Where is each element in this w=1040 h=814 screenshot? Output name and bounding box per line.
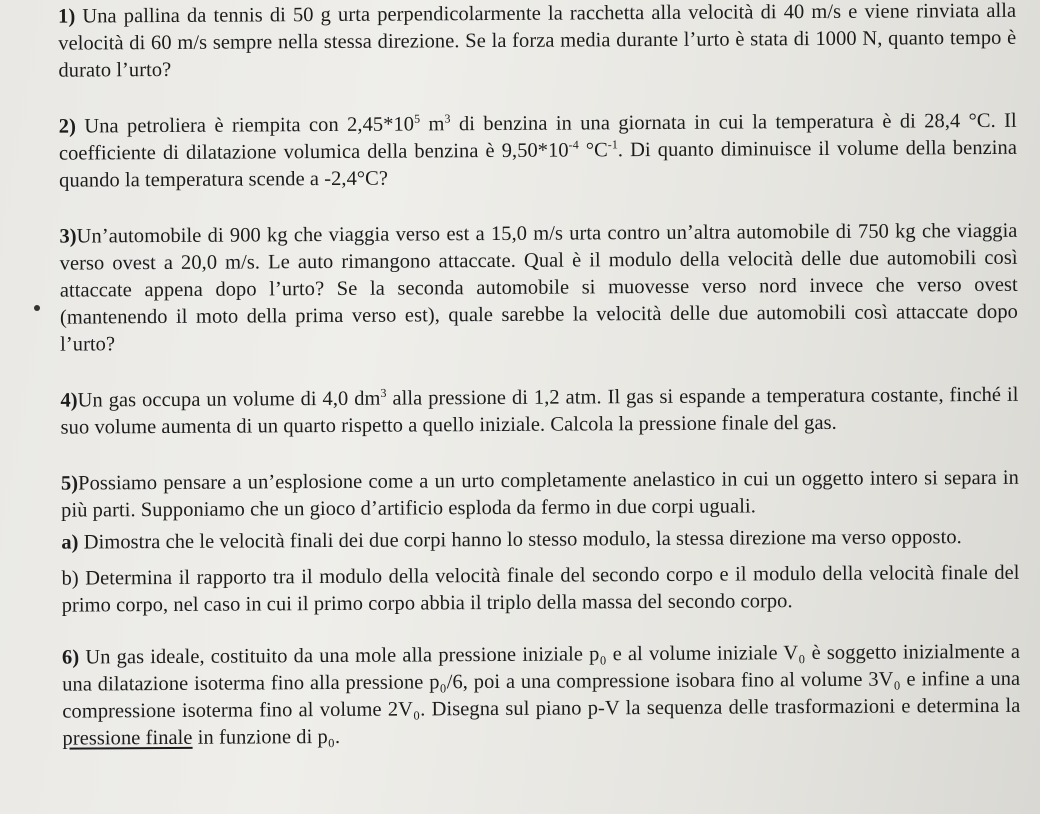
subquestion-text: Dimostra che le velocità finali dei due corpi hanno lo stesso modulo, la stessa direzione ma verso opposto. — [83, 526, 962, 554]
problem-number: 5) — [60, 472, 79, 495]
problem-text-part: m — [420, 113, 445, 136]
subquestion-text: Determina il rapporto tra il modulo della velocità finale del secondo corpo e il modulo della velocità finale del primo corpo, nel caso in cui il primo corpo abbia il triplo della massa del secondo corpo. — [61, 561, 1020, 617]
ink-mark — [34, 305, 40, 311]
problem-3 — [59, 218, 1018, 359]
problem-text-part: Una petroliera è riempita con 2,45*10 — [84, 113, 415, 138]
problem-number: 3) — [59, 225, 77, 248]
problem-number: 6) — [61, 646, 80, 669]
exponent: 3 — [444, 111, 451, 126]
exponent: 3 — [380, 385, 387, 400]
problem-number: 2) — [58, 115, 77, 138]
exponent: -1 — [607, 137, 618, 152]
problem-6 — [62, 639, 1021, 753]
subquestion-label: b) — [61, 567, 79, 590]
underlined-text: pressione finale — [62, 726, 193, 750]
problem-text-part: Un gas occupa un volume di 4,0 dm — [77, 387, 381, 412]
problem-text: Possiamo pensare a un’esplosione come a un urto completamente anelastico in cui un oggetto intero si separa in più parti. Supponiamo che un gioco d’artificio esploda da fermo in due corpi uguali. — [61, 466, 1020, 522]
problem-number: 1) — [58, 5, 76, 28]
problem-text-part: °C — [578, 139, 608, 162]
exponent: 5 — [414, 111, 421, 126]
problem-text-part: alla pressione di 1,2 atm. Il gas si espande a temperatura costante, finché il suo volume aumenta di un quarto rispetto a quello iniziale. Calcola la pressione finale del gas. — [60, 383, 1019, 439]
problem-5 — [61, 465, 1020, 620]
problem-number: 4) — [60, 389, 78, 412]
problem-text-part: . Di quanto diminuisce il volume della benzina quando la temperatura scende a -2,4°C? — [59, 136, 1018, 192]
problem-text: Un’automobile di 900 kg che viaggia verso est a 15,0 m/s urta contro un’altra automobile di 750 kg che viaggia verso ovest a 20,0 m/s. Le auto rimangono attaccate. Qual è il modulo della velocità delle due automobili così attaccate appena dopo l’urto? Se la seconda automobile si muovesse verso nord invece che verso ovest (mantenendo il moto della prima verso est), quale sarebbe la velocità delle due automobili così attaccate dopo l’urto? — [59, 219, 1018, 356]
problem-2 — [59, 108, 1017, 195]
problem-1 — [58, 0, 1016, 85]
problem-text-part: Un gas ideale, costituito da una mole alla pressione iniziale p₀ e al volume iniziale V₀ è soggetto inizialmente a una dilatazione isoterma fino alla pressione p₀/6, poi a una compressione isobara fino al volume 3V₀ e infine a una compressione isoterma fino al volume 2V₀. Disegna sul piano p-V la sequenza delle trasformazioni e determina la — [62, 640, 1021, 723]
problem-text-part: di benzina in una giornata in cui la temperatura è di 28,4 °C. Il coefficiente di dilatazione volumica della benzina è 9,50*10 — [58, 109, 1017, 165]
exponent: -4 — [568, 137, 579, 152]
problem-4 — [60, 382, 1018, 442]
problem-text: Una pallina da tennis di 50 g urta perpendicolarmente la racchetta alla velocità di 40 m/s e viene rinviata alla velocità di 60 m/s sempre nella stessa direzione. Se la forza media durante l’urto è stata di 1000 N, quanto tempo è durato l’urto? — [58, 0, 1017, 82]
subquestion-label: a) — [61, 531, 79, 554]
problem-text-part: in funzione di p₀. — [192, 725, 341, 749]
